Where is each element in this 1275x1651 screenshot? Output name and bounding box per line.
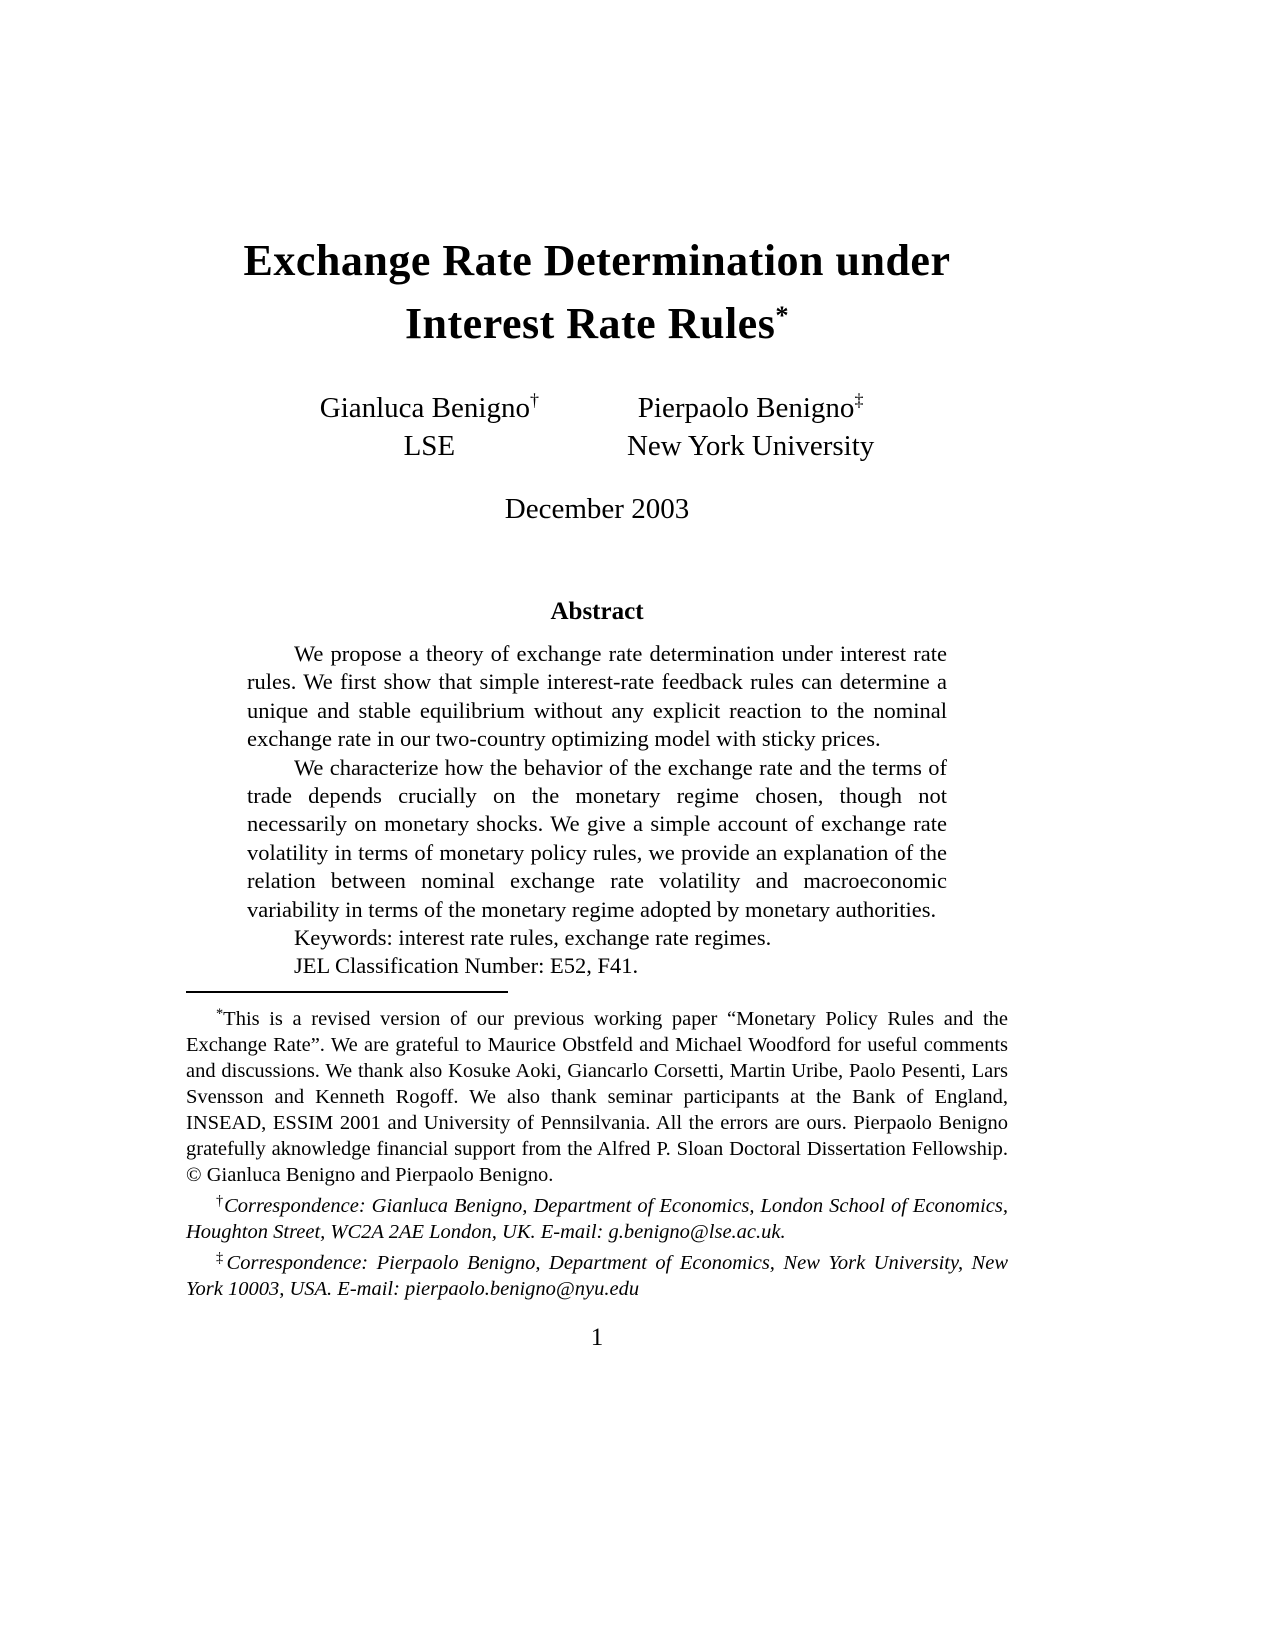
page-number: 1: [590, 1323, 604, 1351]
footnote-dagger: [186, 1188, 1008, 1245]
author-double-dagger-marker: ‡: [854, 390, 864, 410]
paper-date: December 2003: [504, 493, 690, 525]
author-affiliation: New York University: [626, 430, 875, 462]
text-block: [186, 0, 1008, 1352]
footnote-double-dagger-marker: ‡: [216, 1249, 227, 1266]
footnote-star-marker: *: [216, 1005, 224, 1022]
author-block-1: [320, 381, 539, 465]
authors-row: [186, 381, 1008, 465]
footnote-star-text: This is a revised version of our previous working paper “Monetary Policy Rules and the Exchange Rate”. We are grateful to Maurice Obstfeld and Michael Woodford for useful comments and discussions. We thank also Kosuke Aoki, Giancarlo Corsetti, Martin Uribe, Paolo Pesenti, Lars Svensson and Kenneth Rogoff. We also thank seminar participants at the Bank of England, INSEAD, ESSIM 2001 and University of Pennsilvania. All the errors are ours. Pierpaolo Benigno gratefully aknowledge financial support from the Alfred P. Sloan Doctoral Dissertation Fellowship. © Gianluca Benigno and Pierpaolo Benigno.: [186, 1007, 1008, 1186]
author-name: Pierpaolo Benigno: [637, 392, 855, 424]
footnote-dagger-marker: †: [216, 1192, 225, 1209]
abstract-body: [247, 640, 947, 981]
abstract-paragraph-1: We propose a theory of exchange rate determination under interest rate rules. We first show that simple interest-rate feedback rules can determine a unique and stable equilibrium without any explicit reaction to the nominal exchange rate in our two-country optimizing model with sticky prices.: [247, 641, 947, 752]
footnote-double-dagger: [186, 1245, 1008, 1302]
footnote-dagger-text: Correspondence: Gianluca Benigno, Department of Economics, London School of Economics, Houghton Street, WC2A 2AE London, UK. E-mail: g.benigno@lse.ac.uk.: [186, 1194, 1009, 1243]
title-footnote-marker: *: [775, 300, 790, 330]
author-dagger-marker: †: [529, 390, 539, 410]
footnote-rule: [186, 991, 508, 993]
abstract-paragraph-2: We characterize how the behavior of the exchange rate and the terms of trade depends crucially on the monetary regime chosen, though not necessarily on monetary shocks. We give a simple account of exchange rate volatility in terms of monetary policy rules, we provide an explanation of the relation between nominal exchange rate volatility and macroeconomic variability in terms of the monetary regime adopted by monetary authorities.: [247, 754, 947, 922]
title-line-1: Exchange Rate Determination under: [243, 236, 951, 285]
keywords-line: Keywords: interest rate rules, exchange rate regimes.: [294, 925, 772, 951]
author-name: Gianluca Benigno: [319, 392, 530, 424]
author-block-2: [627, 381, 874, 465]
title-line-2: Interest Rate Rules: [404, 299, 776, 348]
author-affiliation: LSE: [403, 430, 456, 462]
paper-title: [186, 234, 1008, 351]
footnotes-section: [186, 1001, 1008, 1302]
footnote-double-dagger-text: Correspondence: Pierpaolo Benigno, Department of Economics, New York University, New York 10003, USA. E-mail: pierpaolo.benigno@nyu.edu: [186, 1251, 1009, 1300]
abstract-heading: Abstract: [550, 598, 644, 625]
footnote-star: [186, 1001, 1008, 1188]
jel-line: JEL Classification Number: E52, F41.: [294, 953, 639, 979]
